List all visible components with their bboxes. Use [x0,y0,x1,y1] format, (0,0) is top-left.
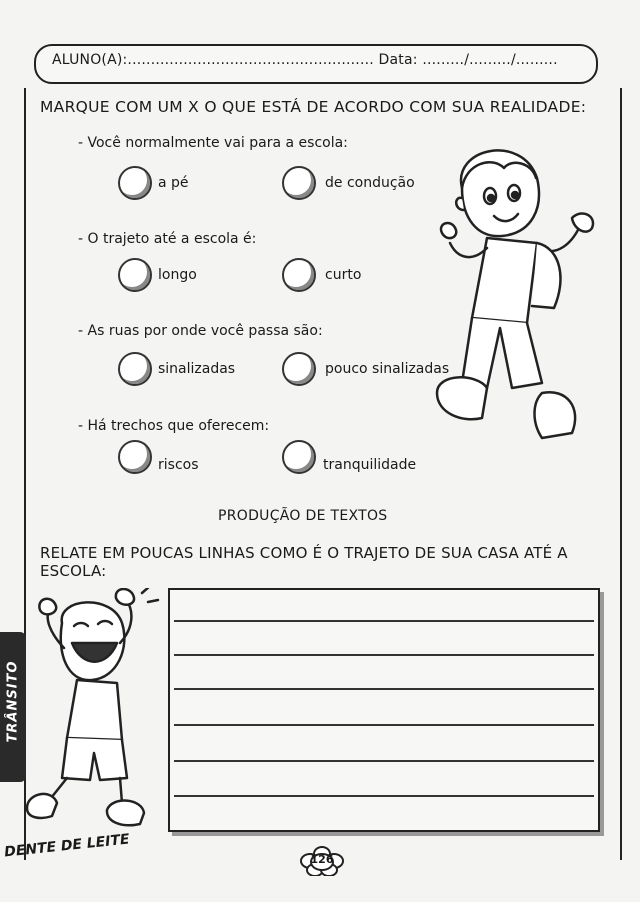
student-name-date-field[interactable]: ALUNO(A):..................................................... Data: ........./........./......... [52,52,558,68]
option-longo-label: longo [158,267,197,283]
option-sinalizadas-checkbox[interactable] [118,352,152,386]
walking-boy-illustration [432,138,612,448]
question-2: - O trajeto até a escola é: [78,231,257,247]
option-conducao-checkbox[interactable] [282,166,316,200]
writing-line[interactable] [174,795,594,797]
option-tranquilidade-label: tranquilidade [323,457,417,473]
writing-line[interactable] [174,688,594,690]
page-number-badge [300,846,344,876]
option-curto-checkbox[interactable] [282,258,316,292]
option-sinalizadas-label: sinalizadas [158,361,236,377]
writing-area[interactable] [168,588,600,832]
writing-prompt: RELATE EM POUCAS LINHAS COMO É O TRAJETO DE SUA CASA ATÉ A ESCOLA: [40,544,568,580]
option-curto-label: curto [325,267,362,283]
exercise-title: MARQUE COM UM X O QUE ESTÁ DE ACORDO COM SUA REALIDADE: [40,98,587,116]
writing-line[interactable] [174,760,594,762]
writing-line[interactable] [174,654,594,656]
question-1: - Você normalmente vai para a escola: [78,135,348,151]
option-a-pe-checkbox[interactable] [118,166,152,200]
question-4: - Há trechos que oferecem: [78,418,270,434]
option-longo-checkbox[interactable] [118,258,152,292]
question-3: - As ruas por onde você passa são: [78,323,323,339]
option-riscos-label: riscos [158,457,199,473]
option-tranquilidade-checkbox[interactable] [282,440,316,474]
cheering-boy-illustration [22,588,162,838]
publisher-logo: DENTE DE LEITE [3,831,131,861]
writing-line[interactable] [174,620,594,622]
option-pouco-sinalizadas-checkbox[interactable] [282,352,316,386]
writing-line[interactable] [174,724,594,726]
side-tab-label: TRÂNSITO [5,660,21,743]
option-a-pe-label: a pé [158,175,189,191]
page-number: 126 [310,853,334,866]
option-pouco-sinalizadas-label: pouco sinalizadas [325,361,450,377]
option-conducao-label: de condução [325,175,415,191]
section-title: PRODUÇÃO DE TEXTOS [218,508,388,524]
option-riscos-checkbox[interactable] [118,440,152,474]
